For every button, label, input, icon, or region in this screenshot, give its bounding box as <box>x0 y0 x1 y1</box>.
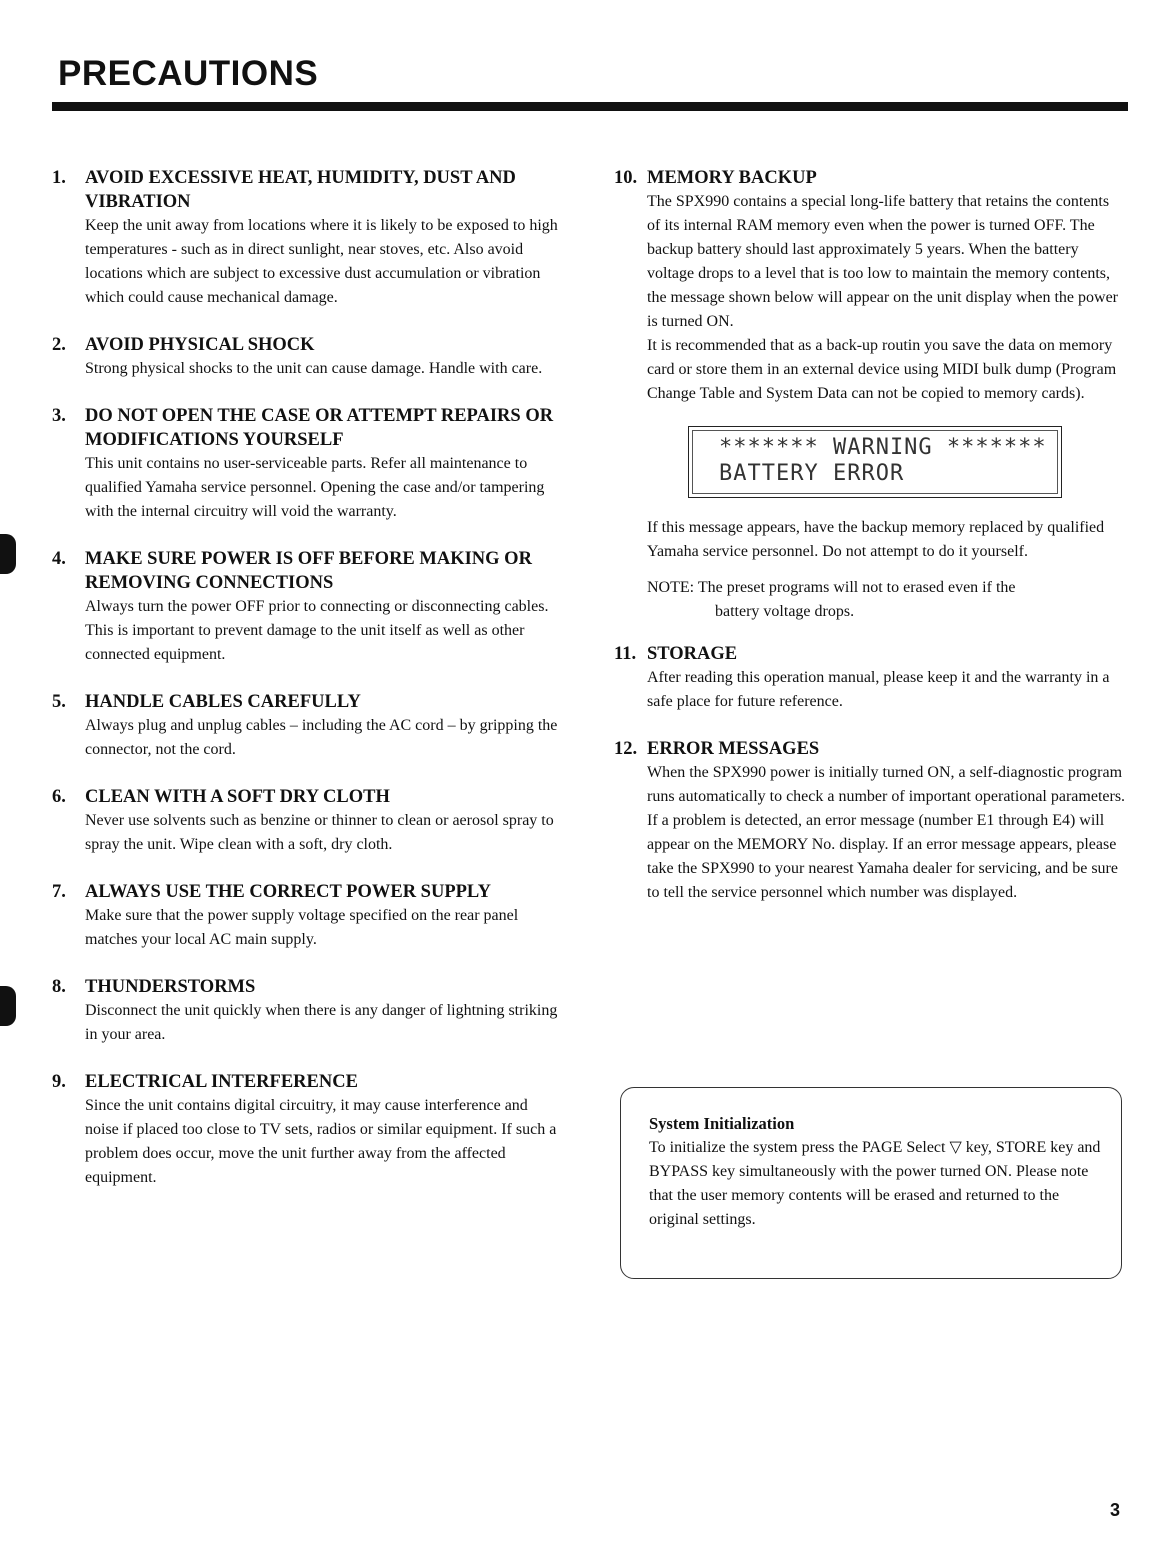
item-heading: ERROR MESSAGES <box>647 739 820 759</box>
precaution-item <box>52 333 562 381</box>
title-rule <box>52 102 1128 111</box>
item-number: 11. <box>614 644 637 664</box>
right-column <box>614 166 1126 928</box>
page-title: PRECAUTIONS <box>58 54 319 93</box>
item-body: Always plug and unplug cables – including the AC cord – by gripping the connector, not the cord. <box>85 717 558 758</box>
error-messages-section <box>614 737 1126 905</box>
item-body: Never use solvents such as benzine or thinner to clean or aerosol spray to spray the unit. Wipe clean with a soft, dry cloth. <box>85 812 554 853</box>
item-body: If this message appears, have the backup memory replaced by qualified Yamaha service personnel. Do not attempt to do it yourself. <box>647 519 1105 560</box>
item-number: 8. <box>52 977 66 997</box>
item-number: 10. <box>614 168 638 188</box>
precaution-item <box>52 975 562 1047</box>
item-body: When the SPX990 power is initially turned ON, a self-diagnostic program runs automatically to check a number of important operational parameters. If a problem is detected, an error message (number E1 through E4) will appear on the MEMORY No. display. If an error message appears, please take the SPX990 to your nearest Yamaha dealer for servicing, and be sure to tell the service personnel which number was displayed. <box>647 764 1126 901</box>
item-number: 5. <box>52 692 66 712</box>
item-heading: AVOID PHYSICAL SHOCK <box>85 335 315 355</box>
item-body: After reading this operation manual, please keep it and the warranty in a safe place for future reference. <box>647 669 1110 710</box>
item-number: 2. <box>52 335 66 355</box>
item-body: The SPX990 contains a special long-life battery that retains the contents of its internal RAM memory even when the power is turned OFF. The backup battery should last approximately 5 years. When the battery voltage drops to a level that is too low to maintain the memory contents, the message shown below will appear on the unit display when the power is turned ON. <box>647 193 1118 330</box>
binding-hole-mark <box>0 534 16 574</box>
binding-hole-mark <box>0 986 16 1026</box>
precaution-item <box>52 547 562 667</box>
item-heading: STORAGE <box>647 644 738 664</box>
item-number: 9. <box>52 1072 66 1092</box>
item-heading: MAKE SURE POWER IS OFF BEFORE MAKING OR REMOVING CONNECTIONS <box>85 549 532 593</box>
item-heading: AVOID EXCESSIVE HEAT, HUMIDITY, DUST AND VIBRATION <box>85 168 516 212</box>
note <box>647 576 1126 624</box>
page-select-down-icon: ▽ <box>949 1139 962 1156</box>
lcd-display <box>688 426 1062 498</box>
item-body: Always turn the power OFF prior to connecting or disconnecting cables. This is important to prevent damage to the unit itself as well as other connected equipment. <box>85 598 549 663</box>
precaution-item <box>52 690 562 762</box>
item-number: 4. <box>52 549 66 569</box>
precaution-item <box>52 404 562 524</box>
item-body: This unit contains no user-serviceable parts. Refer all maintenance to qualified Yamaha service personnel. Opening the case and/or tampering with the internal circuitry will void the warranty. <box>85 455 545 520</box>
item-number: 3. <box>52 406 66 426</box>
info-text-part: key, STORE key and BYPASS key simultaneously with the power turned ON. Please note that the user memory contents will be erased and returned to the original settings. <box>649 1139 1101 1228</box>
note-label: NOTE: <box>647 579 695 596</box>
storage-section <box>614 642 1126 714</box>
item-heading: THUNDERSTORMS <box>85 977 256 997</box>
memory-backup-section <box>614 166 1126 624</box>
lcd-warning-line: ******* WARNING ******* <box>719 435 1047 460</box>
left-column <box>52 166 562 1213</box>
item-number: 6. <box>52 787 66 807</box>
item-heading: CLEAN WITH A SOFT DRY CLOTH <box>85 787 390 807</box>
item-heading: MEMORY BACKUP <box>647 168 817 188</box>
precaution-item <box>52 880 562 952</box>
note-text: battery voltage drops. <box>715 603 855 620</box>
info-title: System Initialization <box>649 1114 795 1133</box>
info-text-part: To initialize the system press the PAGE Select <box>649 1139 946 1156</box>
item-body: Make sure that the power supply voltage specified on the rear panel matches your local AC main supply. <box>85 907 519 948</box>
note-text: The preset programs will not to erased even if the <box>697 579 1016 596</box>
page-number: 3 <box>1110 1500 1121 1520</box>
item-body: Since the unit contains digital circuitry, it may cause interference and noise if placed too close to TV sets, radios or similar equipment. If such a problem does occur, move the unit further away from the affected equipment. <box>85 1097 557 1186</box>
item-heading: HANDLE CABLES CAREFULLY <box>85 692 361 712</box>
item-heading: ALWAYS USE THE CORRECT POWER SUPPLY <box>85 882 491 902</box>
precaution-item <box>52 1070 562 1190</box>
precaution-item <box>52 166 562 310</box>
item-body: Disconnect the unit quickly when there is any danger of lightning striking in your area. <box>85 1002 558 1043</box>
info-text <box>649 1136 1109 1232</box>
item-heading: DO NOT OPEN THE CASE OR ATTEMPT REPAIRS OR MODIFICATIONS YOURSELF <box>85 406 554 450</box>
item-heading: ELECTRICAL INTERFERENCE <box>85 1072 358 1092</box>
system-initialization-box <box>620 1087 1122 1279</box>
item-number: 7. <box>52 882 66 902</box>
lcd-error-line: BATTERY ERROR <box>719 461 905 486</box>
item-body: It is recommended that as a back-up routin you save the data on memory card or store them in an external device using MIDI bulk dump (Program Change Table and System Data can not be copied to memory cards). <box>647 337 1117 402</box>
item-body: Keep the unit away from locations where it is likely to be exposed to high temperatures - such as in direct sunlight, near stoves, etc. Also avoid locations which are subject to excessive dust accumulation or vibration which could cause mechanical damage. <box>85 217 558 306</box>
item-number: 12. <box>614 739 638 759</box>
item-body: Strong physical shocks to the unit can cause damage. Handle with care. <box>85 360 543 377</box>
precaution-item <box>52 785 562 857</box>
item-number: 1. <box>52 168 66 188</box>
